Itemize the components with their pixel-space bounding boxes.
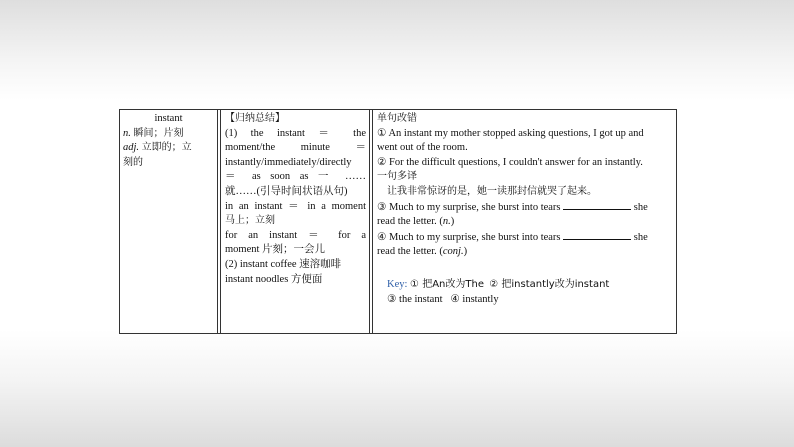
summary-line: moment/the minute ＝: [225, 142, 366, 154]
summary-column: [222, 110, 370, 333]
definition-column: [120, 110, 218, 333]
summary-line: instant noodles 方便面: [225, 273, 323, 285]
summary-line: instantly/immediately/directly: [225, 156, 352, 168]
summary-line: ＝ as soon as 一 ……: [225, 171, 366, 183]
answer-blank: [563, 200, 631, 210]
adj-definition: adj. 立即的；立: [123, 142, 192, 154]
column-divider: [220, 110, 221, 333]
exercise-column: [374, 110, 676, 333]
question-4: ④ Much to my surprise, she burst into tears she: [377, 231, 648, 243]
summary-line: for an instant ＝ for a: [225, 229, 366, 241]
exercise-title: 单句改错: [377, 113, 417, 124]
question-3: ③ Much to my surprise, she burst into tears she: [377, 201, 648, 213]
headword: instant: [154, 113, 183, 124]
summary-line: 就……(引导时间状语从句): [225, 185, 348, 197]
key-label: Key:: [387, 278, 408, 290]
summary-line: moment 片刻；一会儿: [225, 244, 326, 256]
summary-line: (1) the instant ＝ the: [225, 127, 366, 139]
question-2: ② For the difficult questions, I couldn't answer for an instantly.: [377, 156, 643, 168]
summary-line: in an instant ＝ in a moment: [225, 200, 366, 212]
summary-line: (2) instant coffee 速溶咖啡: [225, 258, 342, 270]
chinese-sentence: 让我非常惊讶的是，她一读那封信就哭了起来。: [387, 185, 597, 197]
vocabulary-table: [119, 109, 677, 334]
question-3-cont: read the letter. (n.): [377, 216, 455, 228]
question-1: ① An instant my mother stopped asking questions, I got up and: [377, 127, 644, 139]
adj-definition-cont: 刻的: [123, 156, 143, 168]
question-4-cont: read the letter. (conj.): [377, 246, 468, 258]
summary-line: 马上；立刻: [225, 215, 275, 227]
question-1-cont: went out of the room.: [377, 142, 468, 154]
answer-key: Key: ① 把An改为The ② 把instantly改为instant: [387, 278, 610, 290]
column-divider: [372, 110, 373, 333]
answer-blank: [563, 230, 631, 240]
translation-title: 一句多译: [377, 171, 417, 183]
noun-definition: n. 瞬间；片刻: [123, 127, 184, 139]
answer-key-cont: ③ the instant ④ instantly: [387, 293, 499, 305]
summary-title: 【归纳总结】: [225, 113, 285, 124]
